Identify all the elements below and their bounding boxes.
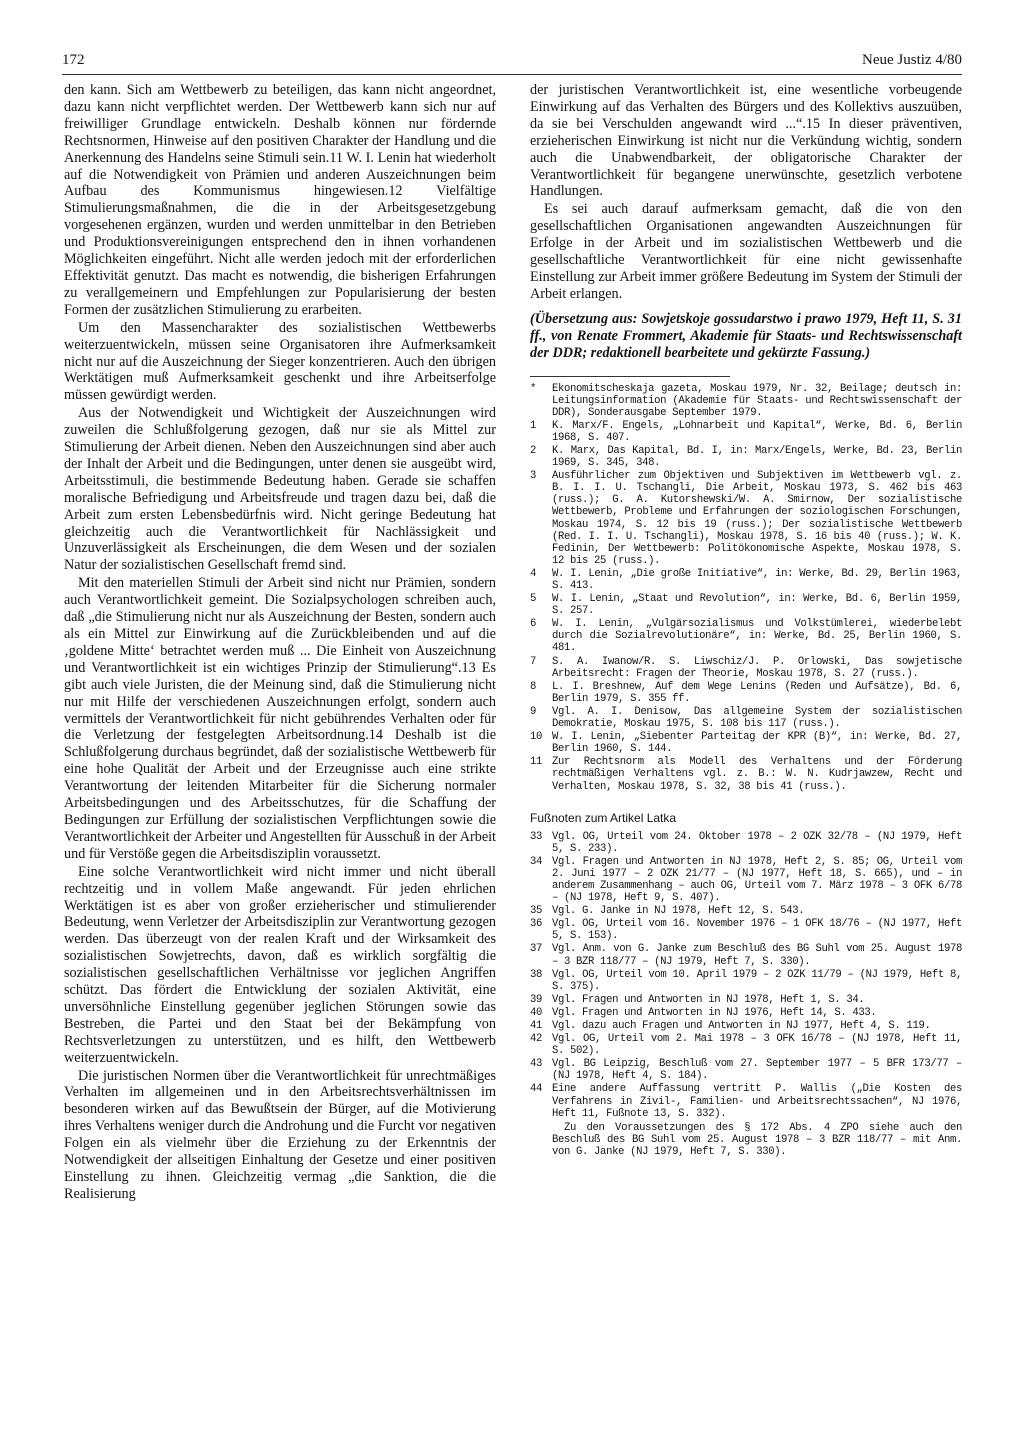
footnote-text: W. I. Lenin, „Vulgärsozialismus und Volkstümlerei, wiederbelebt durch die Sozialrevolutionäre“, in: Werke, Bd. 25, Berlin 1960, S. 481.	[552, 618, 962, 655]
footnote	[530, 383, 962, 419]
footnote	[530, 568, 962, 592]
footnote-number: 33	[530, 830, 543, 843]
footnote-number: 8	[530, 680, 537, 693]
paragraph: Es sei auch darauf aufmerksam gemacht, daß die von den gesellschaftlichen Organisationen angewandten Auszeichnungen für Erfolge in der Arbeit und im sozialistischen Wettbewerb und die gesellschaftliche Verantwortlichkeit für eine nicht gewissenhafte Einstellung zur Arbeit immer größere Bedeutung im System der Stimuli der Arbeit erlangen.	[530, 201, 962, 302]
footnote	[530, 618, 962, 654]
footnote	[530, 1020, 962, 1032]
footnote-number: 7	[530, 655, 537, 668]
footnote-text: Vgl. Fragen und Antworten in NJ 1978, Heft 1, S. 34.	[552, 993, 865, 1006]
footnote-number: 34	[530, 855, 543, 868]
footnote-text: W. I. Lenin, „Siebenter Parteitag der KPR (B)“, in: Werke, Bd. 27, Berlin 1960, S. 144.	[552, 731, 962, 756]
footnote-number: 43	[530, 1058, 543, 1071]
footnotes-heading: Fußnoten zum Artikel Latka	[530, 810, 677, 825]
footnote	[530, 831, 962, 855]
footnote-text: Ekonomitscheskaja gazeta, Moskau 1979, Nr. 32, Beilage; deutsch in: Leitungsinformation (Akademie für Staats- und Rechtswissenschaft der DDR), Sonderausgabe September 1979.	[552, 382, 962, 419]
paragraph: Mit den materiellen Stimuli der Arbeit sind nicht nur Prämien, sondern auch Verantwortlichkeit gemeint. Die Sozialpsychologen schreiben auch, daß „die Stimulierung nicht nur als Auszeichnung der Besten, sondern auch als ein Mittel zur Einwirkung auf die Zurückbleibenden und auf die ‚goldene Mitte‘ betrachtet werden muß ... Die Einheit von Auszeichnung und Verantwortlichkeit ist ein wichtiges Prinzip der Stimulierung“.13 Es gibt auch viele Juristen, die der Meinung sind, daß die Stimulierung nicht nur mit Hilfe der verschiedenen Auszeichnungen erfolgt, sondern auch vermittels der Verantwortlichkeit für nicht gebührendes Verhalten oder für die Verletzung der festgelegten Arbeitsordnung.14 Deshalb ist die Schlußfolgerung durchaus begründet, daß der sozialistische Wettbewerb für eine hohe Qualität der Arbeit und der Erzeugnisse auch eine strikte Verantwortung der leitenden Mitarbeiter für die Sicherung normaler Arbeitsbedingungen und des Arbeitsschutzes, für die Schaffung der Bedingungen zur Erfüllung der sozialistischen Verpflichtungen sowie die Verantwortlichkeit der Arbeiter und Angestellten für Ausschuß in der Arbeit und für Verstöße gegen die Arbeitsdisziplin voraussetzt.	[64, 575, 496, 862]
footnote-list-latka	[530, 831, 962, 1120]
footnote-number: 10	[530, 731, 543, 744]
paragraph: den kann. Sich am Wettbewerb zu beteiligen, das kann nicht angeordnet, dazu kann nicht verpflichtet werden. Der Wettbewerb kann sich nur auf freiwilliger Grundlage entwickeln. Deshalb können nur fördernde Rechtsnormen, Hinweise auf den positiven Charakter der Handlung und die Anerkennung des Handelns seine Stimuli sein.11 W. I. Lenin hat wiederholt auf die Notwendigkeit von Prämien und anderen Auszeichnungen beim Aufbau des Kommunismus hingewiesen.12 Vielfältige Stimulierungsmaßnahmen, die die in der Arbeitsgesetzgebung vorgesehenen ergänzen, wurden und werden unmittelbar in den Betrieben und Produktionsvereinigungen entsprechend den in ihnen vorhandenen Möglichkeiten eingeführt. Nicht alle werden jedoch mit der erforderlichen Effektivität genutzt. Das macht es notwendig, die bisherigen Erfahrungen zu verallgemeinern und Empfehlungen zur Popularisierung der besten Formen der zusätzlichen Stimulierung zu erarbeiten.	[64, 82, 496, 318]
footnote-text: W. I. Lenin, „Die große Initiative“, in: Werke, Bd. 29, Berlin 1963, S. 413.	[552, 567, 962, 592]
footnote-number: 44	[530, 1083, 543, 1096]
footnote-number: 2	[530, 444, 537, 457]
footnote-number: *	[530, 382, 537, 395]
footnote-text: K. Marx/F. Engels, „Lohnarbeit und Kapital“, Werke, Bd. 6, Berlin 1968, S. 407.	[552, 419, 962, 444]
footnote-text: Vgl. BG Leipzig, Beschluß vom 27. September 1977 – 5 BFR 173/77 – (NJ 1978, Heft 4, S. 184).	[552, 1058, 962, 1083]
footnote-text: Vgl. dazu auch Fragen und Antworten in NJ 1977, Heft 4, S. 119.	[552, 1020, 931, 1032]
footnote-number: 38	[530, 968, 543, 981]
footnote	[530, 905, 962, 917]
footnote-number: 1	[530, 419, 537, 432]
footnote-text: Zur Rechtsnorm als Modell des Verhaltens und der Förderung rechtmäßigen Verhaltens vgl. z. B.: W. N. Kudrjawzew, Recht und Verhalten, Moskau 1978, S. 32, 38 bis 41 (russ.).	[552, 756, 962, 793]
footnote-text: W. I. Lenin, „Staat und Revolution“, in: Werke, Bd. 6, Berlin 1959, S. 257.	[552, 593, 962, 618]
journal-issue: Neue Justiz 4/80	[862, 52, 962, 68]
footnote	[530, 918, 962, 942]
paragraph: Um den Massencharakter des sozialistischen Wettbewerbs weiterzuentwickeln, müssen seine Organisatoren ihre Aufmerksamkeit nicht nur auf die Auszeichnung der Sieger konzentrieren. Auch den übrigen Werktätigen muß Aufmerksamkeit geschenkt und ihre Arbeitserfolge müssen gewürdigt werden.	[64, 319, 496, 404]
footnote	[530, 969, 962, 993]
paragraph: der juristischen Verantwortlichkeit ist, eine wesentliche vorbeugende Einwirkung auf das Verhalten des Bürgers und des Kollektivs auszuüben, da sie bei Verschulden angewandt wird ...“.15 In dieser präventiven, erzieherischen Einwirkung ist nicht nur die Verkündung wichtig, sondern auch die Unabwendbarkeit, der obligatorische Charakter der Verantwortlichkeit für begangene unerwünschte, gesetzlich verbotene Handlungen.	[530, 82, 962, 200]
footnote-text: K. Marx, Das Kapital, Bd. I, in: Marx/Engels, Werke, Bd. 23, Berlin 1969, S. 345, 348.	[552, 444, 962, 470]
footnote-number: 37	[530, 943, 543, 956]
footnote	[530, 420, 962, 444]
paragraph: Eine solche Verantwortlichkeit wird nicht immer und nicht überall rechtzeitig und in vollem Maße angewandt. Für jeden ehrlichen Werktätigen ist es aber von großer erzieherischer und stimulierender Bedeutung, wenn Verletzer der Arbeitsdisziplin zur Verantwortung gezogen werden. Das überzeugt von der realen Kraft und der Wirksamkeit des sozialistischen Sowjetrechts, davon, daß es wirklich sorgfältig die sozialistischen gesellschaftlichen Verhältnisse vor jeglichen Angriffen schützt. Das fördert die Entwicklung der sozialen Aktivität, eine unversöhnliche Einstellung gegenüber jeglichen Störungen sowie das Bestreben, die Partei und den Staat bei der Bekämpfung von Rechtsverletzungen zu unterstützen, und es hilft, den Wettbewerb weiterzuentwickeln.	[64, 863, 496, 1066]
footnote	[530, 706, 962, 730]
footnote-text: S. A. Iwanow/R. S. Liwschiz/J. P. Orlowski, Das sowjetische Arbeitsrecht: Fragen der Theorie, Moskau 1978, S. 27 (russ.).	[552, 655, 962, 680]
footnote-text: Vgl. OG, Urteil vom 16. November 1976 – 1 OFK 18/76 – (NJ 1977, Heft 5, S. 153).	[552, 918, 962, 943]
footnote-number: 40	[530, 1006, 543, 1019]
footnote-text: Ausführlicher zum Objektiven und Subjektiven im Wettbewerb vgl. z. B. I. I. U. Tschangli, Die Arbeit, Moskau 1973, S. 462 bis 463 (russ.); G. A. Kutorshewski/W. A. Smirnow, Der sozialistische Wettbewerb, Probleme und Erfahrungen der soziologischen Forschungen, Moskau 1974, S. 12 bis 19 (russ.); Der sozialistische Wettbewerb (Red. I. I. U. Tschangli), Moskau 1978, S. 16 bis 40 (russ.); W. K. Fedinin, Der Wettbewerb: Politökonomische Aspekte, Moskau 1978, S. 12 bis 25 (russ.).	[552, 470, 962, 567]
footnote-number: 36	[530, 918, 543, 931]
footnote-text: Vgl. A. I. Denisow, Das allgemeine System der sozialistischen Demokratie, Moskau 1975, S. 108 bis 117 (russ.).	[552, 705, 962, 731]
footnote	[530, 731, 962, 755]
footnote-text: Vgl. OG, Urteil vom 10. April 1979 – 2 OZK 11/79 – (NJ 1979, Heft 8, S. 375).	[552, 968, 962, 993]
footnote	[530, 1083, 962, 1119]
footnote-continuation: Zu den Voraussetzungen des § 172 Abs. 4 ZPO siehe auch den Beschluß des BG Suhl vom 25. August 1978 – 3 BZR 118/77 – mit Anm. von G. Janke (NJ 1979, Heft 7, S. 330).	[552, 1121, 962, 1158]
footnote-number: 3	[530, 470, 537, 483]
footnote	[530, 470, 962, 567]
footnote-list	[530, 383, 962, 793]
paragraph: Aus der Notwendigkeit und Wichtigkeit der Auszeichnungen wird zuweilen die Schlußfolgerung gezogen, daß nur sie als Mittel zur Stimulierung der Arbeit dienen. Neben den Auszeichnungen sind aber auch der Inhalt der Arbeit und die Bedingungen, unter denen sie ausgeübt wird, Arbeitsstimuli, die bestimmende Bedeutung haben. Gerade sie schaffen moralische Befriedigung und Arbeitsfreude und tragen dazu bei, daß die Arbeit zum ersten Lebensbedürfnis wird. Nicht geringe Bedeutung hat gleichzeitig auch die Verantwortlichkeit für Nachlässigkeit und Unzuverlässigkeit als Erscheinungen, die dem Wesen und der sozialen Natur der sozialistischen Gesellschaft fremd sind.	[64, 405, 496, 574]
footnote	[530, 445, 962, 469]
right-column	[530, 82, 962, 1158]
footnote	[530, 856, 962, 904]
footnote-number: 41	[530, 1020, 543, 1032]
footnote-text: Vgl. OG, Urteil vom 24. Oktober 1978 – 2 OZK 32/78 – (NJ 1979, Heft 5, S. 233).	[552, 830, 962, 855]
footnote-number: 35	[530, 905, 543, 918]
page-number: 172	[62, 52, 85, 68]
footnote-text: Vgl. Anm. von G. Janke zum Beschluß des BG Suhl vom 25. August 1978 – 3 BZR 118/77 – (NJ 1979, Heft 7, S. 330).	[552, 943, 962, 968]
footnote-text: Vgl. OG, Urteil vom 2. Mai 1978 – 3 OFK 16/78 – (NJ 1978, Heft 11, S. 502).	[552, 1033, 962, 1058]
footnote-number: 11	[530, 756, 543, 769]
footnote	[530, 681, 962, 705]
footnote-number: 39	[530, 993, 543, 1006]
footnote	[530, 593, 962, 617]
page-header	[62, 50, 962, 75]
footnote-text: Vgl. Fragen und Antworten in NJ 1976, Heft 14, S. 433.	[552, 1006, 877, 1019]
translation-note: (Übersetzung aus: Sowjetskoje gossudarstwo i prawo 1979, Heft 11, S. 31 ff., von Renate Frommert, Akademie für Staats- und Rechtswissenschaft der DDR; redaktionell bearbeitete und gekürzte Fassung.)	[530, 310, 962, 361]
footnote-text: Vgl. G. Janke in NJ 1978, Heft 12, S. 543.	[552, 905, 805, 918]
footnote-text: L. I. Breshnew, Auf dem Wege Lenins (Reden und Aufsätze), Bd. 6, Berlin 1979, S. 355 ff.	[552, 680, 962, 705]
footnote	[530, 1033, 962, 1057]
footnote	[530, 1007, 962, 1019]
footnote-divider	[530, 376, 730, 377]
footnote	[530, 756, 962, 792]
footnote-number: 6	[530, 618, 537, 631]
footnote-number: 42	[530, 1033, 543, 1046]
footnote	[530, 656, 962, 680]
left-column	[64, 82, 496, 1203]
footnote	[530, 943, 962, 967]
footnote-number: 5	[530, 593, 537, 606]
footnote	[530, 994, 962, 1006]
paragraph: Die juristischen Normen über die Verantwortlichkeit für unrechtmäßiges Verhalten im allgemeinen und in den Arbeitsrechtsverhältnissen im besonderen wirken auf das Bewußtsein der Bürger, auf die Motivierung ihres Verhaltens weniger durch die Androhung und die Furcht vor negativen Folgen ein als vielmehr über die Erziehung zu der Erkenntnis der Notwendigkeit der allseitigen Einhaltung der Gesetze und einer positiven Einstellung zu ihnen. Gleichzeitig vermag „die Sanktion, die die Realisierung	[64, 1067, 496, 1202]
footnote-text: Eine andere Auffassung vertritt P. Wallis („Die Kosten des Verfahrens in Zivil-, Familien- und Arbeitsrechtssachen“, NJ 1976, Heft 11, Fußnote 13, S. 332).	[552, 1083, 962, 1120]
footnote-number: 9	[530, 705, 537, 718]
footnote-number: 4	[530, 567, 537, 580]
footnote	[530, 1058, 962, 1082]
footnote-text: Vgl. Fragen und Antworten in NJ 1978, Heft 2, S. 85; OG, Urteil vom 2. Juni 1977 – 2 OZK 21/77 – (NJ 1977, Heft 18, S. 665), und – in anderem Zusammenhang – auch OG, Urteil vom 7. März 1978 – 3 OFK 6/78 – (NJ 1978, Heft 9, S. 407).	[552, 855, 962, 905]
